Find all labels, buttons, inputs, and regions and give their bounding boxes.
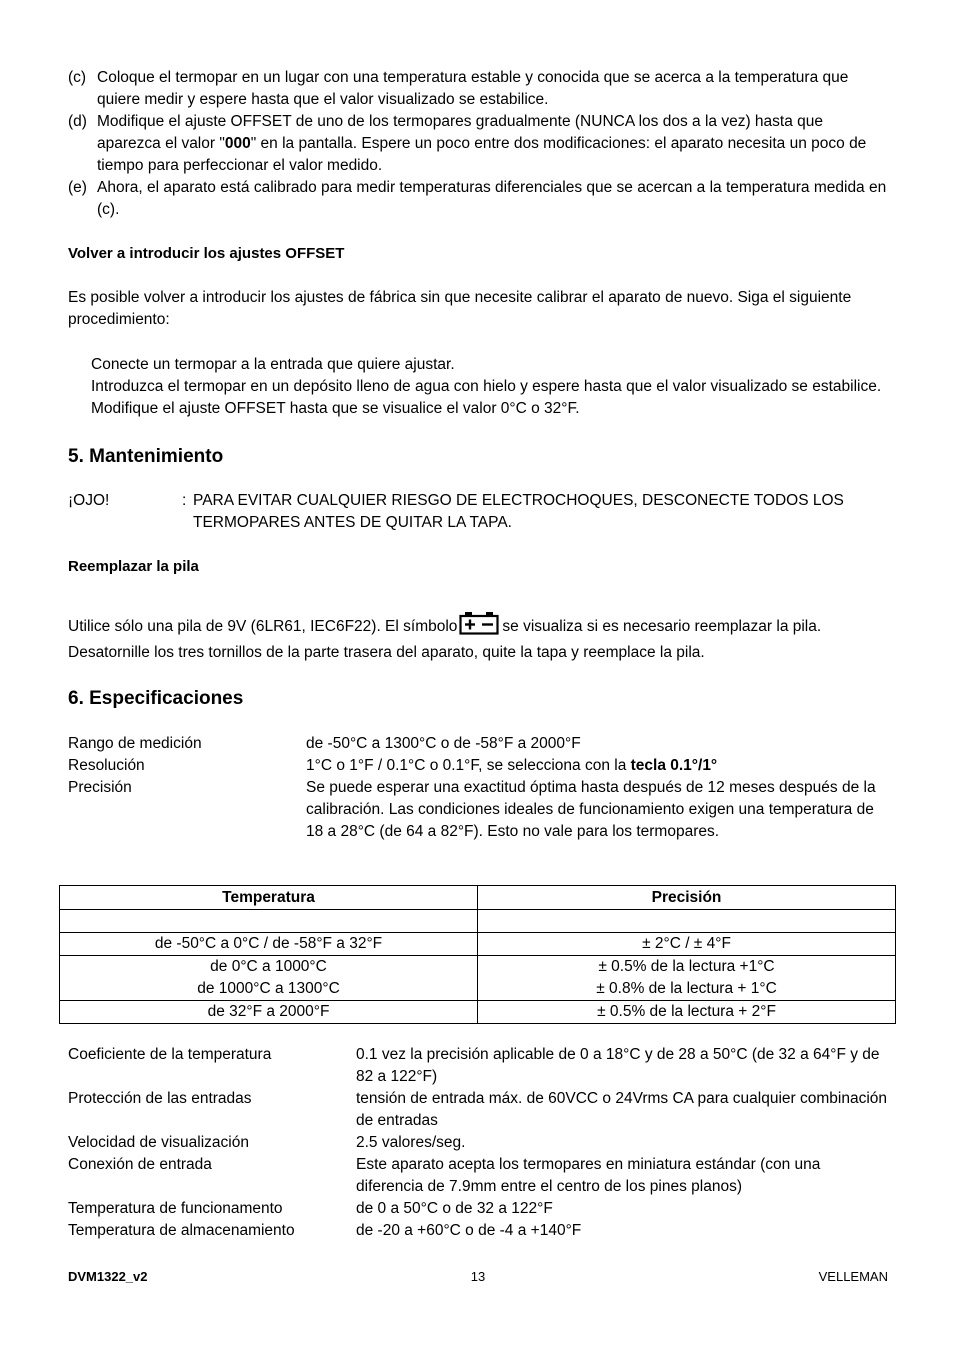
battery-icon (459, 611, 499, 642)
spec-value: 0.1 vez la precisión aplicable de 0 a 18°C y de 28 a 50°C (de 32 a 64°F y de 82 a 122°F) (356, 1046, 880, 1085)
step-e (68, 177, 888, 221)
offset-reset-intro: Es posible volver a introducir los ajustes de fábrica sin que necesite calibrar el aparato de nuevo. Siga el siguiente procedimiento: (68, 289, 852, 328)
spec-row (68, 1088, 888, 1132)
battery-heading: Reemplazar la pila (68, 558, 199, 575)
footer-brand: VELLEMAN (818, 1269, 888, 1284)
battery-text: Utilice sólo una pila de 9V (6LR61, IEC6F22). El símbolo se visualiza si es necesario reemplazar la pila. (68, 611, 888, 642)
table-cell: ± 2°C / ± 4°F (478, 933, 896, 956)
table-cell: ± 0.5% de la lectura + 2°F (478, 1001, 896, 1024)
spec-row (68, 733, 888, 755)
spec-row (68, 1220, 888, 1242)
table-cell: de -50°C a 0°C / de -58°F a 32°F (60, 933, 478, 956)
specs-more (68, 1044, 888, 1242)
table-row (60, 933, 896, 956)
spec-key: Precisión (68, 779, 132, 796)
spec-row (68, 777, 888, 843)
table-cell (60, 910, 478, 933)
spec-key: Rango de medición (68, 735, 202, 752)
spec-key: Protección de las entradas (68, 1090, 252, 1107)
procedure-step: Conecte un termopar a la entrada que quiere ajustar. (91, 356, 455, 373)
specs-heading: 6. Especificaciones (68, 688, 244, 709)
table-header: Precisión (478, 886, 896, 910)
step-label: (c) (68, 69, 87, 86)
table-row (60, 910, 896, 933)
step-d (68, 111, 888, 177)
spec-row (68, 1132, 888, 1154)
table-header: Temperatura (60, 886, 478, 910)
precision-table (59, 885, 896, 1024)
offset-procedure (68, 354, 888, 420)
warning-colon: : (182, 492, 187, 509)
warning-text: PARA EVITAR CUALQUIER RIESGO DE ELECTROCHOQUES, DESCONECTE TODOS LOS TERMOPARES ANTES DE QUITAR LA TAPA. (193, 492, 844, 531)
table-header-row (60, 886, 896, 910)
table-cell (478, 910, 896, 933)
spec-value: de -20 a +60°C o de -4 a +140°F (356, 1222, 582, 1239)
spec-value: 2.5 valores/seg. (356, 1134, 466, 1151)
page-content (68, 67, 888, 843)
spec-value: 1°C o 1°F / 0.1°C o 0.1°F, se selecciona con la tecla 0.1°/1° (306, 757, 718, 774)
spec-key: Coeficiente de la temperatura (68, 1046, 272, 1063)
page-number: 13 (470, 1269, 486, 1284)
table-row (60, 956, 896, 1001)
procedure-step: Modifique el ajuste OFFSET hasta que se visualice el valor 0°C o 32°F. (91, 400, 580, 417)
spec-value: de -50°C a 1300°C o de -58°F a 2000°F (306, 735, 581, 752)
step-text: Coloque el termopar en un lugar con una temperatura estable y conocida que se acerca a la temperatura que quiere medir y espere hasta que el valor visualizado se estabilice. (97, 69, 849, 108)
spec-row (68, 1154, 888, 1198)
offset-value: 000 (224, 135, 251, 152)
spec-row (68, 1044, 888, 1088)
offset-reset-heading: Volver a introducir los ajustes OFFSET (68, 245, 345, 262)
spec-key: Temperatura de almacenamiento (68, 1222, 295, 1239)
step-label: (d) (68, 113, 87, 130)
step-text: Modifique el ajuste OFFSET de uno de los termopares gradualmente (NUNCA los dos a la vez) hasta que aparezca el valor "000" en la pantalla. Espere un poco entre dos modificaciones: el aparato necesita un poco de tiempo para perfeccionar el valor medido. (97, 113, 867, 174)
spec-value: Este aparato acepta los termopares en miniatura estándar (con una diferencia de 7.9mm entre el centro de los pines planos) (356, 1156, 821, 1195)
step-c (68, 67, 888, 111)
table-cell: de 0°C a 1000°C de 1000°C a 1300°C (60, 956, 478, 1001)
warning-label: ¡OJO! (68, 492, 110, 509)
footer-model: DVM1322_v2 (68, 1269, 148, 1284)
spec-row (68, 1198, 888, 1220)
battery-text-2: Desatornille los tres tornillos de la parte trasera del aparato, quite la tapa y reemplace la pila. (68, 644, 705, 661)
table-cell: ± 0.5% de la lectura +1°C ± 0.8% de la lectura + 1°C (478, 956, 896, 1001)
spec-key: Conexión de entrada (68, 1156, 212, 1173)
spec-value: Se puede esperar una exactitud óptima hasta después de 12 meses después de la calibración. Las condiciones ideales de funcionamiento exigen una temperatura de 18 a 28°C (de 64 a 82°F). Esto no vale para los termopares. (306, 779, 876, 840)
maintenance-heading: 5. Mantenimiento (68, 446, 224, 467)
spec-key: Temperatura de funcionamento (68, 1200, 283, 1217)
spec-key: Resolución (68, 757, 145, 774)
spec-row (68, 755, 888, 777)
spec-value: tensión de entrada máx. de 60VCC o 24Vrms CA para cualquier combinación de entradas (356, 1090, 888, 1129)
table-row (60, 1001, 896, 1024)
step-label: (e) (68, 179, 87, 196)
maintenance-warning (68, 490, 888, 534)
table-cell: de 32°F a 2000°F (60, 1001, 478, 1024)
page-footer (68, 1267, 888, 1287)
spec-key: Velocidad de visualización (68, 1134, 249, 1151)
step-text: Ahora, el aparato está calibrado para medir temperaturas diferenciales que se acercan a la temperatura medida en (c). (97, 179, 887, 218)
procedure-step: Introduzca el termopar en un depósito lleno de agua con hielo y espere hasta que el valor visualizado se estabilice. (91, 378, 882, 395)
spec-value: de 0 a 50°C o de 32 a 122°F (356, 1200, 553, 1217)
